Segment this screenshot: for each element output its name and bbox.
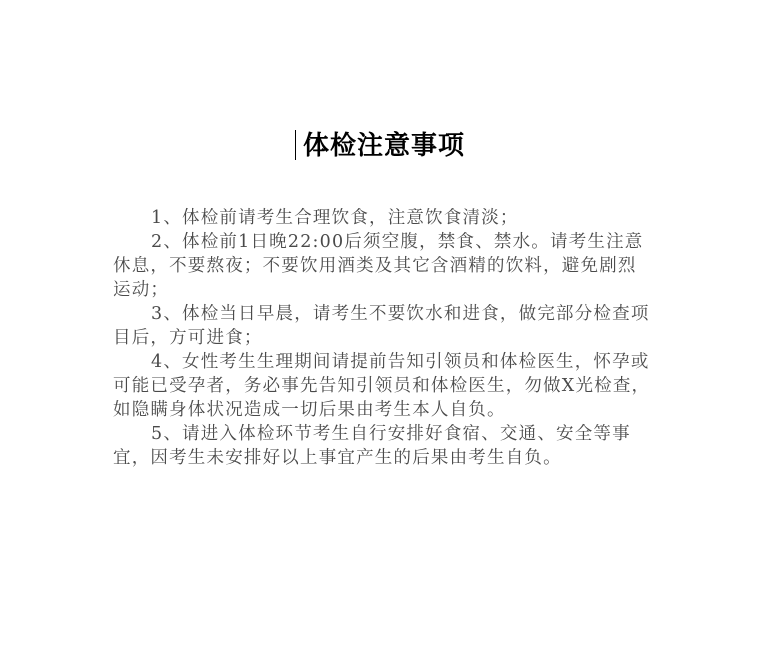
notice-item-4: 4、女性考生生理期间请提前告知引领员和体检医生，怀孕或可能已受孕者，务必事先告知引领员和体检医生，勿做X光检查，如隐瞒身体状况造成一切后果由考生本人自负。 — [113, 352, 651, 420]
notice-item-3: 3、体检当日早晨，请考生不要饮水和进食，做完部分检查项目后，方可进食； — [113, 304, 650, 348]
notice-item-2: 2、体检前1日晚22:00后须空腹，禁食、禁水。请考生注意休息，不要熬夜；不要饮用酒类及其它含酒精的饮料，避免剧烈运动； — [113, 232, 644, 300]
notice-item-1: 1、体检前请考生合理饮食，注意饮食清淡； — [151, 208, 519, 228]
notice-item-5: 5、请进入体检环节考生自行安排好食宿、交通、安全等事宜，因考生未安排好以上事宜产生的后果由考生自负。 — [113, 424, 631, 468]
document-title: 体检注意事项 — [302, 131, 465, 161]
document-body — [113, 206, 653, 470]
